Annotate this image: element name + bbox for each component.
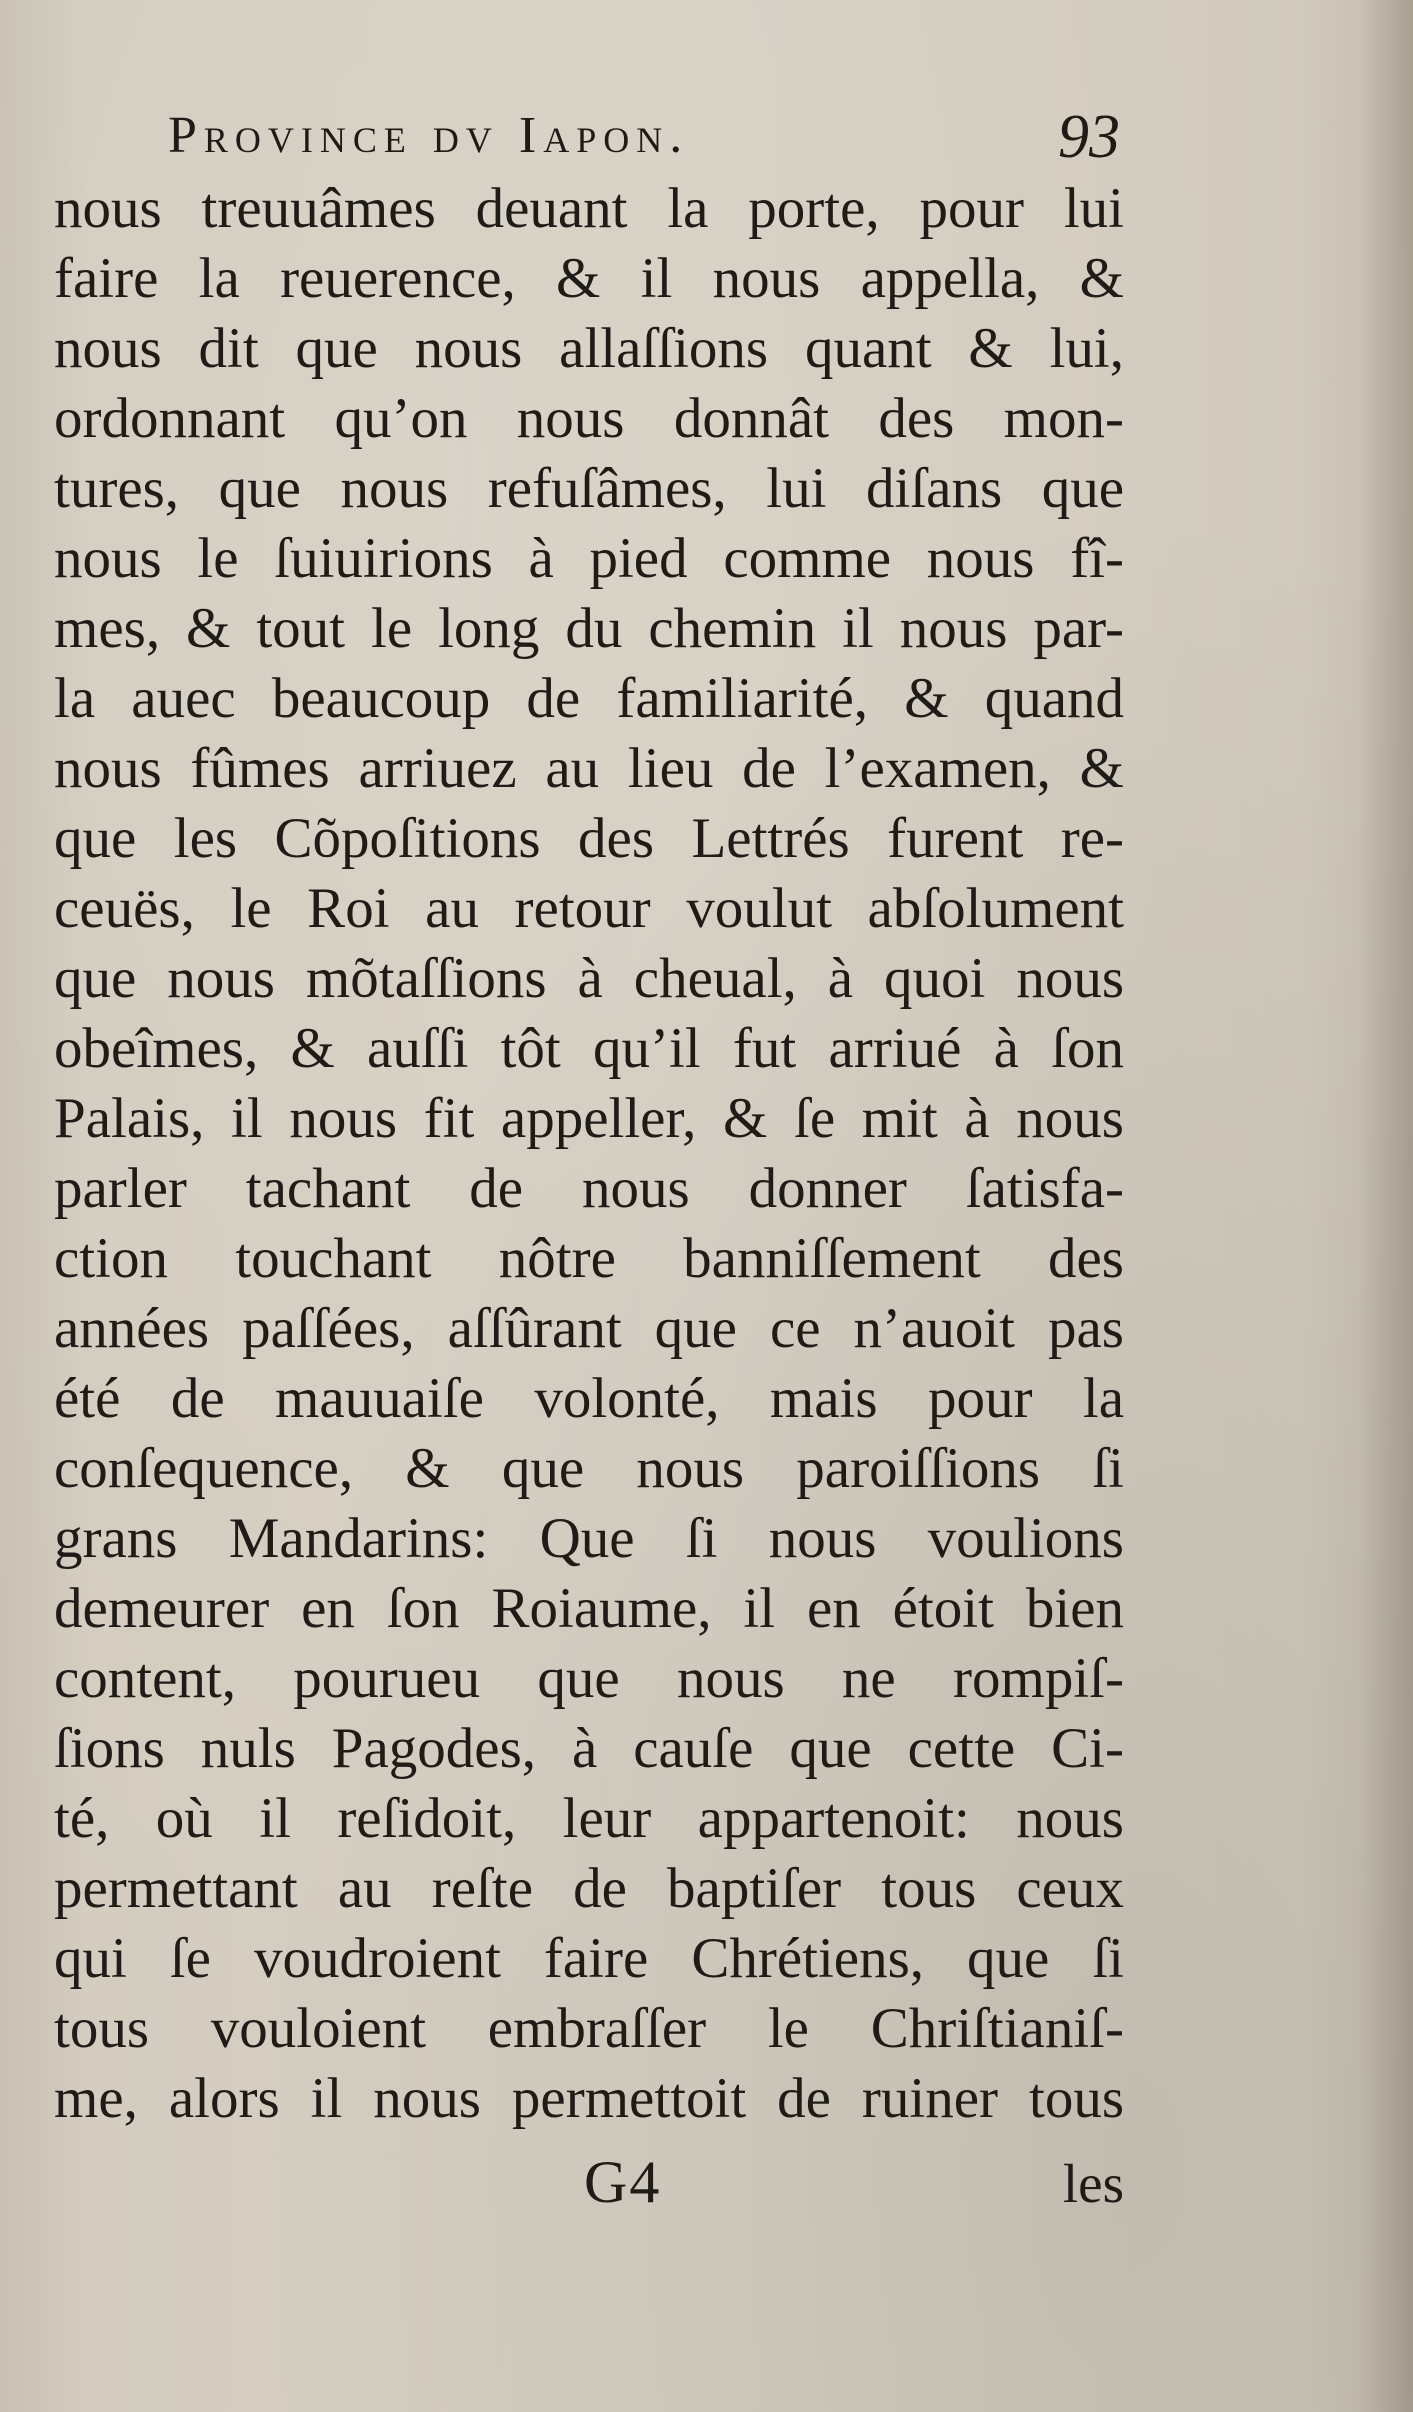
text-line: permettant au reſte de baptiſer tous ceux	[54, 1857, 1124, 1920]
text-line: années paſſées, aſſûrant que ce n’auoit pas	[54, 1297, 1124, 1360]
text-line: tures, que nous refuſâmes, lui diſans que	[54, 457, 1124, 520]
signature-mark: G4	[584, 2149, 662, 2215]
page-header	[160, 103, 1160, 176]
text-line: ction touchant nôtre banniſſement des	[54, 1227, 1124, 1290]
text-line: ſions nuls Pagodes, à cauſe que cette Ci-	[54, 1717, 1124, 1780]
text-line: mes, & tout le long du chemin il nous par-	[54, 597, 1124, 660]
text-line: content, pourueu que nous ne rompiſ-	[54, 1647, 1124, 1710]
text-line: tous vouloient embraſſer le Chriſtianiſ-	[54, 1997, 1124, 2060]
page-number: 93	[1058, 103, 1120, 171]
text-line: ceuës, le Roi au retour voulut abſolument	[54, 877, 1124, 940]
catchword: les	[1062, 2153, 1124, 2214]
text-line: Palais, il nous fit appeller, & ſe mit à nous	[54, 1087, 1124, 1150]
running-title: Province dv Iapon.	[168, 107, 690, 164]
page-edge-shadow	[1358, 0, 1413, 2412]
text-line: demeurer en ſon Roiaume, il en étoit bien	[54, 1577, 1124, 1640]
text-line: que les Cõpoſitions des Lettrés furent re-	[54, 807, 1124, 870]
page-footer	[54, 2148, 1124, 2228]
text-line: nous dit que nous allaſſions quant & lui,	[54, 317, 1124, 380]
text-line: me, alors il nous permettoit de ruiner tous	[54, 2067, 1124, 2130]
text-line: té, où il reſidoit, leur appartenoit: nous	[54, 1787, 1124, 1850]
text-line: conſequence, & que nous paroiſſions ſi	[54, 1437, 1124, 1500]
text-line: que nous mõtaſſions à cheual, à quoi nous	[54, 947, 1124, 1010]
text-line: la auec beaucoup de familiarité, & quand	[54, 667, 1124, 730]
text-line: ordonnant qu’on nous donnât des mon-	[54, 387, 1124, 450]
text-line: parler tachant de nous donner ſatisfa-	[54, 1157, 1124, 1220]
text-line: nous le ſuiuirions à pied comme nous fî-	[54, 527, 1124, 590]
text-line: nous fûmes arriuez au lieu de l’examen, &	[54, 737, 1124, 800]
text-line: obeîmes, & auſſi tôt qu’il fut arriué à ſon	[54, 1017, 1124, 1080]
text-line: qui ſe voudroient faire Chrétiens, que ſi	[54, 1927, 1124, 1990]
text-line: été de mauuaiſe volonté, mais pour la	[54, 1367, 1124, 1430]
text-line: faire la reuerence, & il nous appella, &	[54, 247, 1124, 310]
text-line: grans Mandarins: Que ſi nous voulions	[54, 1507, 1124, 1570]
body-text	[54, 174, 1124, 2134]
text-line: nous treuuâmes deuant la porte, pour lui	[54, 177, 1124, 240]
